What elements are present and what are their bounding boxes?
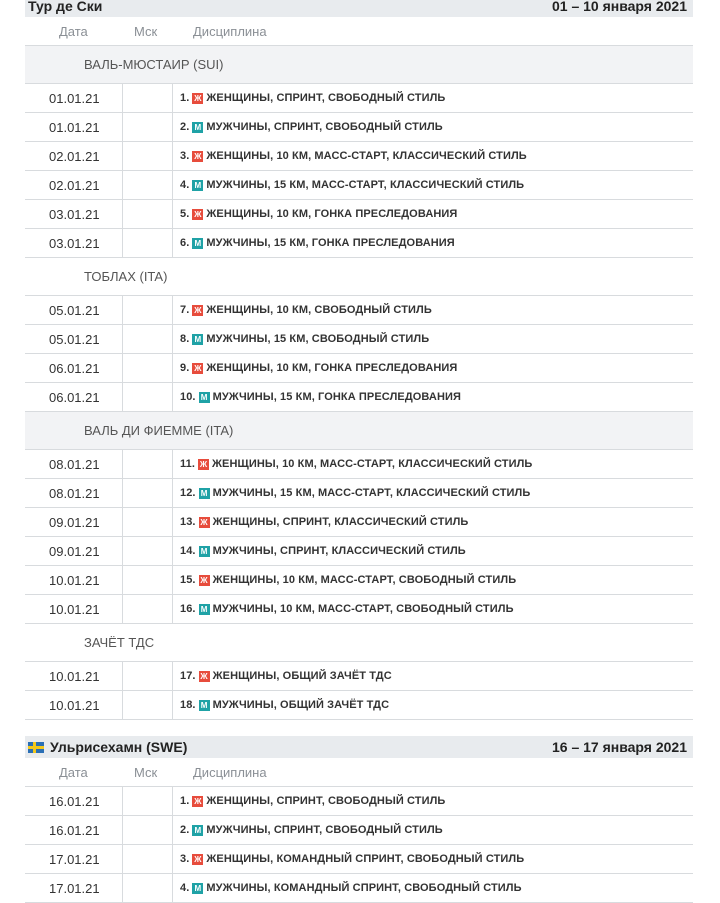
event-date: 05.01.21 [25,296,123,324]
gender-icon: М [192,122,203,133]
table-row [25,113,693,142]
gender-icon: М [199,392,210,403]
tour-block [25,0,693,720]
event-msk-time [123,845,173,873]
table-row [25,537,693,566]
table-row [25,229,693,258]
gender-icon: Ж [194,151,202,161]
col-msk: Мск [134,764,158,780]
event-discipline[interactable] [173,545,466,557]
event-date: 08.01.21 [25,479,123,507]
event-name[interactable]: МУЖЧИНЫ, 15 КМ, ГОНКА ПРЕСЛЕДОВАНИЯ [212,391,462,403]
event-name[interactable]: МУЖЧИНЫ, 15 КМ, МАСС-СТАРТ, КЛАССИЧЕСКИЙ СТИЛЬ [206,179,525,191]
event-date: 05.01.21 [25,325,123,353]
event-discipline[interactable] [173,603,514,615]
event-number: 2. [180,121,190,133]
event-date: 10.01.21 [25,662,123,690]
table-row [25,479,693,508]
event-msk-time [123,84,173,112]
event-date: 10.01.21 [25,595,123,623]
event-number: 16. [180,603,196,615]
gender-icon: М [199,604,210,615]
event-number: 12. [180,487,196,499]
gender-icon: Ж [194,363,202,373]
event-number: 5. [180,208,190,220]
table-row [25,354,693,383]
event-msk-time [123,566,173,594]
event-date: 09.01.21 [25,508,123,536]
event-name[interactable]: МУЖЧИНЫ, СПРИНТ, СВОБОДНЫЙ СТИЛЬ [206,121,443,133]
event-msk-time [123,691,173,719]
event-msk-time [123,229,173,257]
event-discipline[interactable] [173,304,432,316]
col-discipline: Дисциплина [193,764,267,780]
location-header: ВАЛЬ ДИ ФИЕММЕ (ITA) [25,412,693,450]
gender-icon: М [199,488,210,499]
stage-block [25,736,693,903]
gender-icon: Ж [200,517,208,527]
event-discipline[interactable] [173,179,524,191]
stage-header [25,736,693,758]
stage-title[interactable]: Ульрисехамн (SWE) [50,739,188,755]
event-name[interactable]: МУЖЧИНЫ, 15 КМ, МАСС-СТАРТ, КЛАССИЧЕСКИЙ СТИЛЬ [212,487,531,499]
table-row [25,508,693,537]
event-discipline[interactable] [173,574,516,586]
gender-icon: М [192,334,203,345]
event-date: 17.01.21 [25,845,123,873]
table-row [25,566,693,595]
event-discipline[interactable] [173,853,524,865]
event-number: 8. [180,333,190,345]
event-name[interactable]: ЖЕНЩИНЫ, 10 КМ, МАСС-СТАРТ, КЛАССИЧЕСКИЙ СТИЛЬ [206,150,527,162]
event-date: 01.01.21 [25,84,123,112]
table-row [25,845,693,874]
event-name[interactable]: МУЖЧИНЫ, 15 КМ, ГОНКА ПРЕСЛЕДОВАНИЯ [206,237,455,249]
event-name[interactable]: ЖЕНЩИНЫ, 10 КМ, МАСС-СТАРТ, КЛАССИЧЕСКИЙ СТИЛЬ [212,458,533,470]
event-discipline[interactable] [173,362,457,374]
gender-icon: Ж [194,209,202,219]
event-discipline[interactable] [173,208,457,220]
event-discipline[interactable] [173,516,468,528]
table-row [25,296,693,325]
event-msk-time [123,354,173,382]
event-name[interactable]: ЖЕНЩИНЫ, СПРИНТ, КЛАССИЧЕСКИЙ СТИЛЬ [212,516,469,528]
event-date: 03.01.21 [25,229,123,257]
table-row [25,450,693,479]
table-row [25,691,693,720]
event-discipline[interactable] [173,121,443,133]
table-row [25,171,693,200]
col-discipline: Дисциплина [193,23,267,39]
event-discipline[interactable] [173,795,445,807]
event-number: 10. [180,391,196,403]
table-row [25,325,693,354]
event-date: 03.01.21 [25,200,123,228]
location-header: ЗАЧЁТ ТДС [25,624,693,662]
event-discipline[interactable] [173,699,389,711]
table-row [25,200,693,229]
event-number: 6. [180,237,190,249]
table-row [25,816,693,845]
event-number: 1. [180,92,190,104]
event-number: 18. [180,699,196,711]
gender-icon: М [192,883,203,894]
event-msk-time [123,450,173,478]
gender-icon: М [199,546,210,557]
event-discipline[interactable] [173,882,522,894]
event-name[interactable]: МУЖЧИНЫ, 10 КМ, МАСС-СТАРТ, СВОБОДНЫЙ СТИЛЬ [212,603,514,615]
gender-icon: Ж [194,796,202,806]
table-row [25,84,693,113]
event-number: 13. [180,516,196,528]
event-msk-time [123,142,173,170]
gender-icon: Ж [194,305,202,315]
event-date: 02.01.21 [25,171,123,199]
location-header: ВАЛЬ-МЮСТАИР (SUI) [25,46,693,84]
event-date: 10.01.21 [25,691,123,719]
table-row [25,874,693,903]
sweden-flag-icon [28,742,44,753]
event-msk-time [123,787,173,815]
event-name[interactable]: ЖЕНЩИНЫ, СПРИНТ, СВОБОДНЫЙ СТИЛЬ [206,795,446,807]
event-number: 17. [180,670,196,682]
event-number: 1. [180,795,190,807]
tour-dates: 01 – 10 января 2021 [551,0,687,14]
stage-schedule [25,787,693,903]
column-headers [25,17,693,46]
event-name[interactable]: ЖЕНЩИНЫ, 10 КМ, МАСС-СТАРТ, СВОБОДНЫЙ СТИЛЬ [212,574,517,586]
event-name[interactable]: МУЖЧИНЫ, 15 КМ, СВОБОДНЫЙ СТИЛЬ [206,333,430,345]
column-headers [25,758,693,787]
event-name[interactable]: МУЖЧИНЫ, СПРИНТ, КЛАССИЧЕСКИЙ СТИЛЬ [212,545,466,557]
event-msk-time [123,874,173,902]
event-number: 15. [180,574,196,586]
gender-icon: М [192,180,203,191]
gender-icon: Ж [194,854,202,864]
event-msk-time [123,662,173,690]
event-discipline[interactable] [173,237,455,249]
event-name[interactable]: МУЖЧИНЫ, ОБЩИЙ ЗАЧЁТ ТДС [212,699,390,711]
event-date: 17.01.21 [25,874,123,902]
event-number: 4. [180,882,190,894]
event-number: 3. [180,853,190,865]
event-number: 9. [180,362,190,374]
event-name[interactable]: МУЖЧИНЫ, КОМАНДНЫЙ СПРИНТ, СВОБОДНЫЙ СТИЛЬ [206,882,522,894]
event-discipline[interactable] [173,487,530,499]
event-name[interactable]: ЖЕНЩИНЫ, ОБЩИЙ ЗАЧЁТ ТДС [212,670,392,682]
event-number: 14. [180,545,196,557]
event-msk-time [123,595,173,623]
col-date: Дата [59,764,88,780]
event-name[interactable]: ЖЕНЩИНЫ, СПРИНТ, СВОБОДНЫЙ СТИЛЬ [206,92,446,104]
event-discipline[interactable] [173,824,443,836]
event-date: 06.01.21 [25,354,123,382]
event-date: 08.01.21 [25,450,123,478]
event-discipline[interactable] [173,391,461,403]
event-msk-time [123,508,173,536]
table-row [25,383,693,412]
event-date: 02.01.21 [25,142,123,170]
location-header: ТОБЛАХ (ITA) [25,258,693,296]
event-discipline[interactable] [173,670,392,682]
event-msk-time [123,479,173,507]
event-msk-time [123,325,173,353]
event-date: 01.01.21 [25,113,123,141]
table-row [25,662,693,691]
event-msk-time [123,296,173,324]
event-msk-time [123,383,173,411]
gender-icon: Ж [194,93,202,103]
event-name[interactable]: ЖЕНЩИНЫ, 10 КМ, СВОБОДНЫЙ СТИЛЬ [206,304,432,316]
tour-title[interactable]: Тур де Ски [28,0,103,14]
event-date: 06.01.21 [25,383,123,411]
table-row [25,787,693,816]
event-number: 11. [180,458,195,470]
event-name[interactable]: ЖЕНЩИНЫ, 10 КМ, ГОНКА ПРЕСЛЕДОВАНИЯ [206,362,458,374]
table-row [25,142,693,171]
gender-icon: М [192,825,203,836]
event-name[interactable]: ЖЕНЩИНЫ, КОМАНДНЫЙ СПРИНТ, СВОБОДНЫЙ СТИЛЬ [206,853,525,865]
tour-header [25,0,693,17]
event-discipline[interactable] [173,92,445,104]
col-date: Дата [59,23,88,39]
table-row [25,595,693,624]
event-date: 16.01.21 [25,787,123,815]
event-msk-time [123,200,173,228]
event-date: 10.01.21 [25,566,123,594]
event-discipline[interactable] [173,333,429,345]
gender-icon: Ж [199,459,208,469]
tour-schedule [25,46,693,720]
gender-icon: М [192,238,203,249]
event-msk-time [123,537,173,565]
event-name[interactable]: ЖЕНЩИНЫ, 10 КМ, ГОНКА ПРЕСЛЕДОВАНИЯ [206,208,458,220]
event-discipline[interactable] [173,150,527,162]
event-number: 2. [180,824,190,836]
event-date: 16.01.21 [25,816,123,844]
event-msk-time [123,816,173,844]
event-msk-time [123,171,173,199]
event-number: 7. [180,304,190,316]
event-number: 3. [180,150,190,162]
event-name[interactable]: МУЖЧИНЫ, СПРИНТ, СВОБОДНЫЙ СТИЛЬ [206,824,443,836]
event-number: 4. [180,179,190,191]
gender-icon: Ж [200,671,208,681]
col-msk: Мск [134,23,158,39]
gender-icon: М [199,700,210,711]
stage-dates: 16 – 17 января 2021 [551,739,687,755]
event-discipline[interactable] [173,458,532,470]
event-date: 09.01.21 [25,537,123,565]
gender-icon: Ж [200,575,208,585]
event-msk-time [123,113,173,141]
